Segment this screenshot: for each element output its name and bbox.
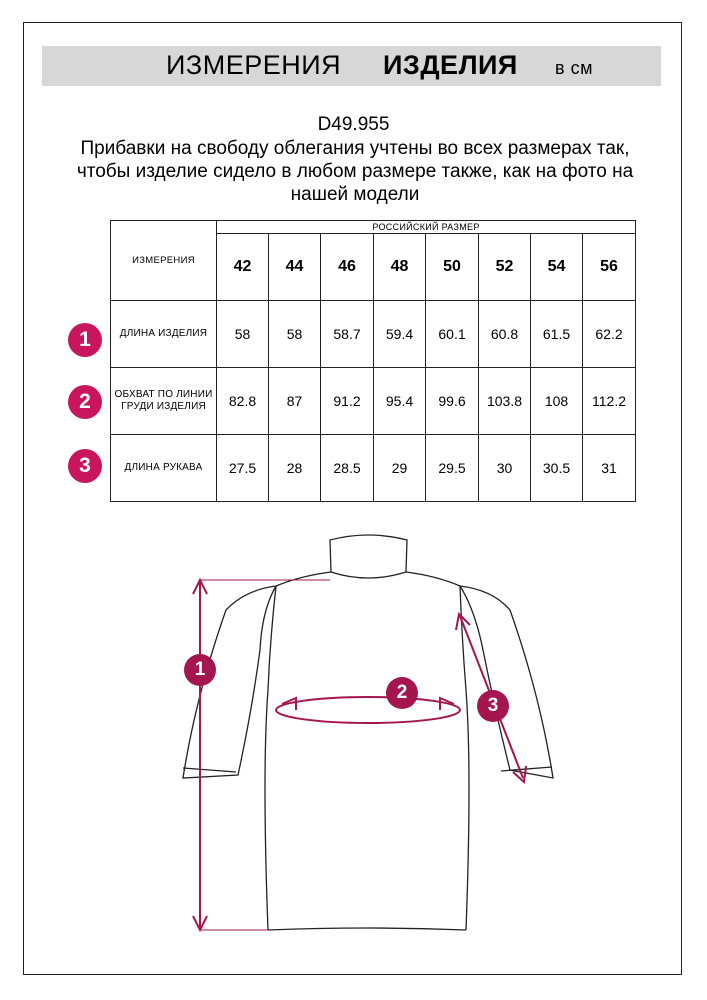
article-code: D49.955 bbox=[317, 114, 390, 135]
table-cell: 61.5 bbox=[531, 301, 583, 368]
row-label: ДЛИНА ИЗДЕЛИЯ bbox=[111, 301, 217, 368]
table-cell: 58 bbox=[217, 301, 269, 368]
table-cell: 87 bbox=[269, 368, 321, 435]
measure-header: ИЗМЕРЕНИЯ bbox=[111, 221, 217, 301]
unit-label: в см bbox=[555, 58, 593, 78]
size-header: 52 bbox=[479, 234, 531, 301]
turtleneck-outline bbox=[183, 535, 553, 930]
table-cell: 29 bbox=[374, 435, 426, 502]
size-header: 48 bbox=[374, 234, 426, 301]
row-label: ДЛИНА РУКАВА bbox=[111, 435, 217, 502]
table-cell: 30.5 bbox=[531, 435, 583, 502]
table-cell: 28 bbox=[269, 435, 321, 502]
table-row bbox=[111, 368, 636, 435]
measure-lines bbox=[193, 580, 526, 930]
size-header: 46 bbox=[321, 234, 374, 301]
size-header: 44 bbox=[269, 234, 321, 301]
fit-note: Прибавки на свободу облегания учтены во всех размерах так, чтобы изделие сидело в любом размере также, как на фото на нашей модели bbox=[76, 138, 634, 205]
garment-sketch bbox=[0, 520, 707, 940]
table-cell: 82.8 bbox=[217, 368, 269, 435]
size-table bbox=[110, 220, 636, 502]
table-cell: 31 bbox=[583, 435, 636, 502]
table-cell: 95.4 bbox=[374, 368, 426, 435]
table-row bbox=[111, 435, 636, 502]
table-cell: 28.5 bbox=[321, 435, 374, 502]
row-label: ОБХВАТ ПО ЛИНИИ ГРУДИ ИЗДЕЛИЯ bbox=[111, 368, 217, 435]
size-header: 56 bbox=[583, 234, 636, 301]
marker-chest: 2 bbox=[386, 677, 418, 709]
table-cell: 29.5 bbox=[426, 435, 479, 502]
row-number-badge: 3 bbox=[68, 449, 102, 483]
table-cell: 112.2 bbox=[583, 368, 636, 435]
table-cell: 62.2 bbox=[583, 301, 636, 368]
table-cell: 60.8 bbox=[479, 301, 531, 368]
row-number-badge: 1 bbox=[68, 323, 102, 357]
table-cell: 58.7 bbox=[321, 301, 374, 368]
title-part-1: ИЗМЕРЕНИЯ bbox=[166, 50, 342, 80]
size-header: 54 bbox=[531, 234, 583, 301]
table-cell: 60.1 bbox=[426, 301, 479, 368]
row-number-badge: 2 bbox=[68, 385, 102, 419]
table-cell: 99.6 bbox=[426, 368, 479, 435]
table-row bbox=[111, 301, 636, 368]
table-cell: 30 bbox=[479, 435, 531, 502]
title-part-2: ИЗДЕЛИЯ bbox=[383, 50, 518, 80]
table-cell: 58 bbox=[269, 301, 321, 368]
size-header: 50 bbox=[426, 234, 479, 301]
size-group-header: РОССИЙСКИЙ РАЗМЕР bbox=[217, 221, 636, 234]
size-header: 42 bbox=[217, 234, 269, 301]
marker-length: 1 bbox=[184, 654, 216, 686]
table-cell: 91.2 bbox=[321, 368, 374, 435]
table-cell: 103.8 bbox=[479, 368, 531, 435]
table-cell: 27.5 bbox=[217, 435, 269, 502]
table-cell: 108 bbox=[531, 368, 583, 435]
table-cell: 59.4 bbox=[374, 301, 426, 368]
marker-sleeve: 3 bbox=[477, 690, 509, 722]
